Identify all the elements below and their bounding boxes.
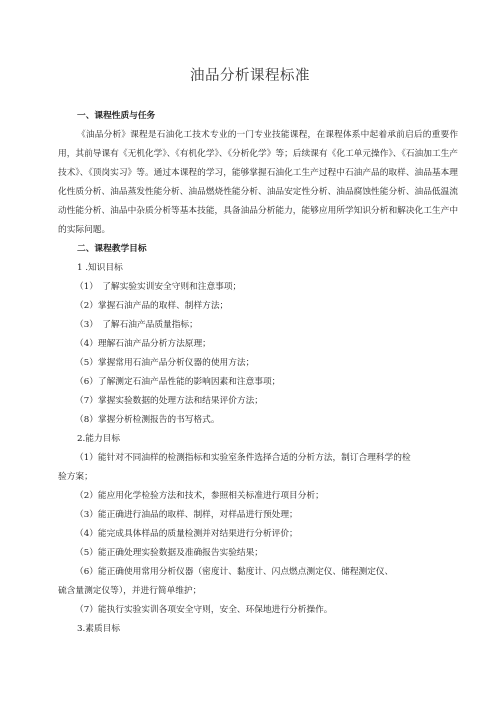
ability-goals-label: 2.能力目标 bbox=[77, 434, 121, 444]
ability-item-continuation: 硫含量测定仪等），并进行简单维护； bbox=[58, 586, 202, 596]
ability-item: （1）能针对不同油样的检测指标和实验室条件选择合适的分析方法，制订合理科学的检 bbox=[75, 453, 411, 463]
knowledge-item: （6）了解测定石油产品性能的影响因素和注意事项； bbox=[75, 377, 281, 387]
ability-item: （3）能正确进行油品的取样、制样，对样品进行预处理； bbox=[75, 510, 298, 520]
knowledge-item: （1） 了解实验实训安全守则和注意事项； bbox=[75, 282, 242, 292]
ability-item: （4）能完成具体样品的质量检测并对结果进行分析评价； bbox=[75, 529, 298, 539]
ability-item-continuation: 验方案； bbox=[58, 472, 93, 482]
knowledge-item: （3） 了解石油产品质量指标； bbox=[75, 320, 198, 330]
knowledge-item: （4）理解石油产品分析方法原理； bbox=[75, 339, 211, 349]
section-1-paragraph: 《油品分析》课程是石油化工技术专业的一门专业技能课程，在课程体系中起着承前启后的重要作用，其前导课有《无机化学》、《有机化学》、《分析化学》等；后续课有《化工单元操作》、《石油加工生产技术》、《顶岗实习》等。通过本课程的学习，能够掌握石油化工生产过程中石油产品的取样、油品基本理化性质分析、油品蒸发性能分析、油品燃烧性能分析、油品安定性分析、油品腐蚀性能分析、油品低温流动性能分析、油品中杂质分析等基本技能，具备油品分析能力，能够应用所学知识分析和解决化工生产中的实际问题。 bbox=[58, 130, 458, 235]
ability-item: （5）能正确处理实验数据及准确报告实验结果； bbox=[75, 548, 263, 558]
ability-item: （7）能执行实验实训各项安全守则，安全、环保地进行分析操作。 bbox=[75, 605, 333, 615]
document-title: 油品分析课程标准 bbox=[190, 68, 310, 84]
knowledge-item: （8）掌握分析检测报告的书写格式。 bbox=[75, 415, 220, 425]
ability-item: （2）能应用化学检验方法和技术，参照相关标准进行项目分析； bbox=[75, 491, 324, 501]
knowledge-item: （5）掌握常用石油产品分析仪器的使用方法； bbox=[75, 358, 255, 368]
quality-goals-label: 3.素质目标 bbox=[77, 624, 121, 634]
knowledge-item: （7）掌握实验数据的处理方法和结果评价方法； bbox=[75, 396, 263, 406]
knowledge-item: （2）掌握石油产品的取样、制样方法； bbox=[75, 301, 229, 311]
section-heading-1: 一、课程性质与任务 bbox=[77, 111, 156, 121]
document-body bbox=[58, 107, 458, 639]
ability-item: （6）能正确使用常用分析仪器（密度计、黏度计、闪点燃点测定仪、储程测定仪、 bbox=[75, 567, 394, 577]
section-heading-2: 二、课程教学目标 bbox=[77, 244, 147, 254]
knowledge-goals-label: 1 .知识目标 bbox=[77, 263, 123, 273]
